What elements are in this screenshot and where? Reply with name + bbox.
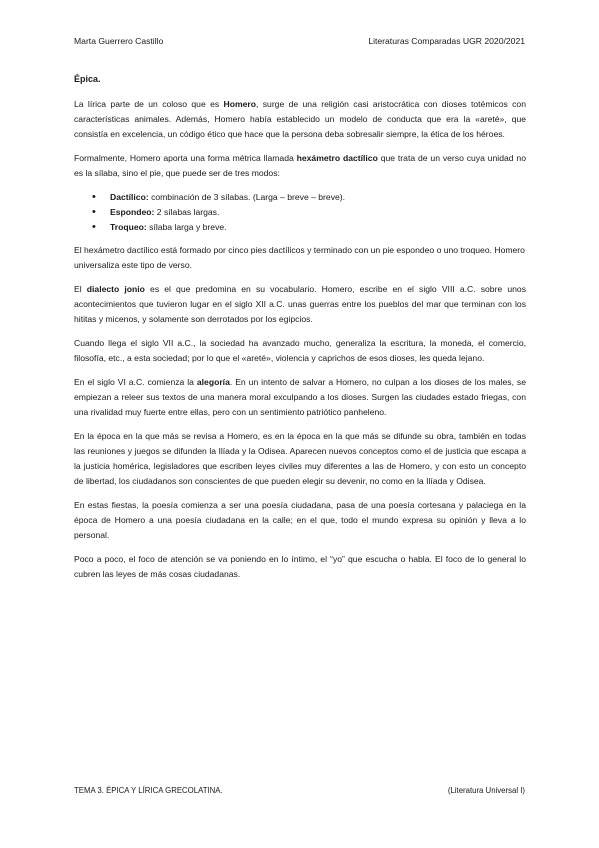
footer-topic: TEMA 3. ÉPICA Y LÍRICA GRECOLATINA.	[74, 786, 223, 795]
paragraph-7: En la época en la que más se revisa a Homero, es en la época en la que más se difunde su obra, también en todas las reuniones y juegos se difunden la Ilíada y la Odisea. Aparecen nuevos conceptos como el de justicia que escapa a la justicia homérica, legisladores que escriben leyes civiles muy diferentes a las de Homero, y con esto un concepto de libertad, los ciudadanos son conscientes de que pueden elegir su devenir, no como en la Ilíada y Odisea.	[74, 431, 526, 486]
header-course: Literaturas Comparadas UGR 2020/2021	[368, 36, 525, 46]
header-author: Marta Guerrero Castillo	[74, 36, 164, 46]
list-item: • Dactílico: combinación de 3 sílabas. (Larga – breve – breve).	[110, 190, 526, 205]
bold-term-alegoria: alegoría	[196, 377, 230, 387]
paragraph-4: El dialecto jonio es el que predomina en su vocabulario. Homero, escribe en el siglo VIII a.C. sobre unos acontecimientos que tuvieron lugar en el siglo XII a.C. unas guerras entre los pueblos del mar que terminan con los hititas y micenos, y solamente son derrotados por los egipcios.	[74, 284, 526, 324]
section-title: Épica.	[74, 74, 101, 84]
list-item: • Espondeo: 2 sílabas largas.	[110, 205, 526, 220]
metric-feet-list	[74, 190, 526, 235]
paragraph-6: En el siglo VI a.C. comienza la alegoría. En un intento de salvar a Homero, no culpan a los dioses de los males, se empiezan a releer sus textos de una manera moral exculpando a los dioses. Surgen las ciudades estado friegas, con una rivalidad muy fuerte entre ellas, pero con un sentimiento patriótico panheleno.	[74, 377, 526, 417]
document-body	[74, 72, 526, 591]
page-footer	[74, 786, 525, 800]
paragraph-8: En estas fiestas, la poesía comienza a ser una poesía ciudadana, pasa de una poesía cortesana y palaciega en la época de Homero a una poesía ciudadana en la calle; en el que, todo el mundo expresa su opinión y lleva a lo personal.	[74, 500, 526, 540]
footer-subject: (Literatura Universal I)	[447, 786, 525, 795]
paragraph-3: El hexámetro dactílico está formado por cinco pies dactílicos y terminado con un pie espondeo o uno troqueo. Homero universaliza este tipo de verso.	[74, 245, 525, 270]
bold-term-dialecto: dialecto jonio	[86, 284, 145, 294]
bold-term-homero: Homero	[223, 99, 256, 109]
paragraph-1: La lírica parte de un coloso que es Homero, surge de una religión casi aristocrática con dioses totémicos con características animales. Además, Homero había establecido un modelo de conducta que era la «areté», que consistía en excelencia, un código ético que hace que la persona deba sobresalir siempre, la ética de los héroes.	[74, 99, 526, 139]
paragraph-2: Formalmente, Homero aporta una forma métrica llamada hexámetro dactílico que trata de un verso cuya unidad no es la sílaba, sino el pie, que puede ser de tres modos:	[74, 153, 526, 178]
paragraph-5: Cuando llega el siglo VII a.C., la sociedad ha avanzado mucho, generaliza la escritura, la moneda, el comercio, filosofía, etc., a esta sociedad; por lo que el «areté», violencia y caprichos de esos dioses, les queda lejano.	[74, 338, 526, 363]
bold-term-hexametro: hexámetro dactílico	[296, 153, 378, 163]
list-item: • Troqueo: sílaba larga y breve.	[110, 220, 526, 235]
page-header	[74, 36, 525, 50]
paragraph-9: Poco a poco, el foco de atención se va poniendo en lo íntimo, el “yo” que escucha o habla. El foco de lo general lo cubren las leyes de más cosas ciudadanas.	[74, 554, 526, 579]
